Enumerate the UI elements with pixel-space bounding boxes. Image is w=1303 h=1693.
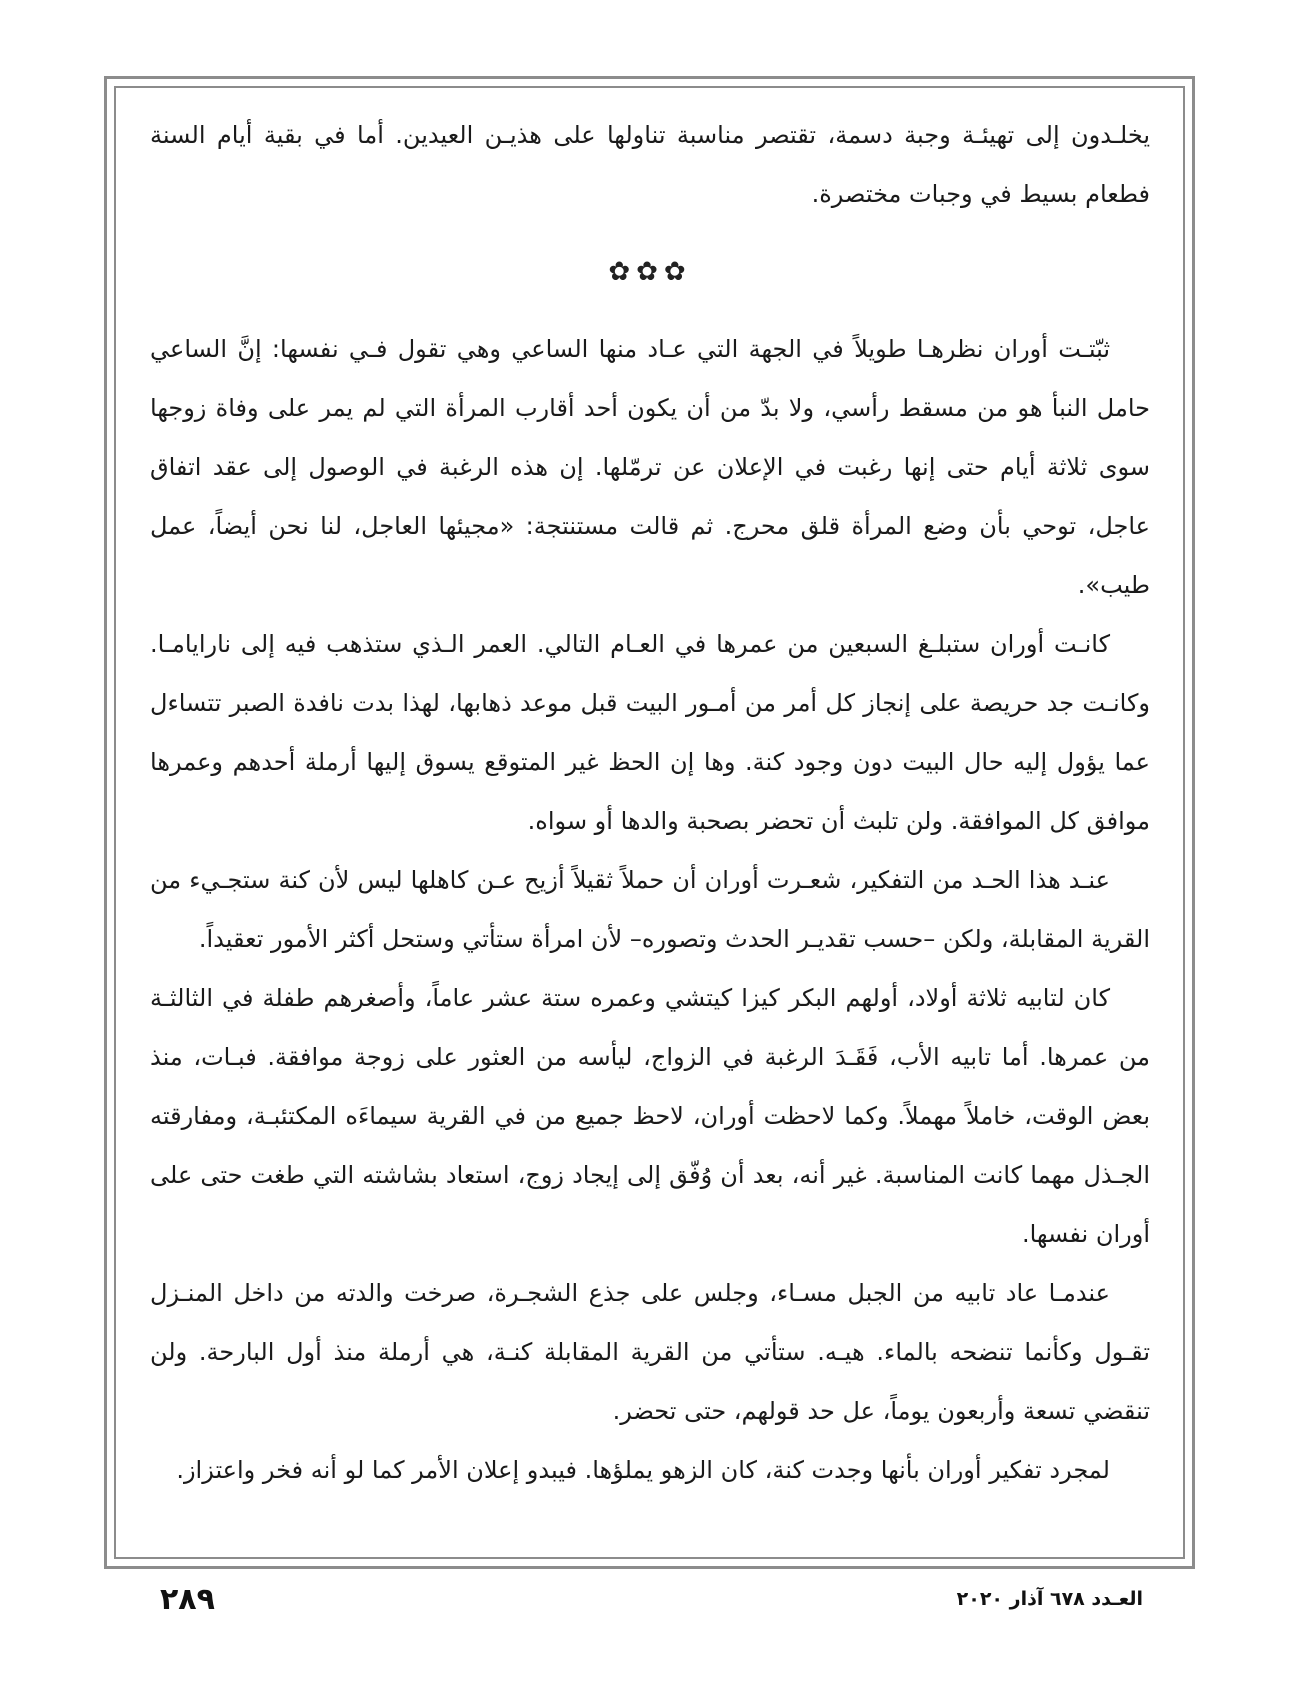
issue-info: العـدد ٦٧٨ آذار ٢٠٢٠ bbox=[956, 1588, 1143, 1610]
paragraph-7: لمجرد تفكير أوران بأنها وجدت كنة، كان الزهو يملؤها. فيبدو إعلان الأمر كما لو أنه فخر واعتزاز. bbox=[176, 1456, 1110, 1484]
article-body bbox=[150, 106, 1150, 1500]
section-divider-ornament: ✿✿✿ bbox=[608, 257, 692, 287]
paragraph-6: عندمـا عاد تابيه من الجبل مسـاء، وجلس على جذع الشجـرة، صرخت والدته من داخل المنـزل تقـول وكأنما تنضحه بالماء. هيـه. ستأتي من القرية المقابلة كنـة، هي أرملة منذ أول البارحة. ولن تنقضي تسعة وأربعون يوماً، عل حد قولهم، حتى تحضر. bbox=[150, 1279, 1150, 1425]
paragraph-2: ثبّتـت أوران نظرهـا طويلاً في الجهة التي عـاد منها الساعي وهي تقول فـي نفسها: إنَّ الساعي حامل النبأ هو من مسقط رأسي، ولا بدّ من أن يكون أحد أقارب المرأة التي لم يمر على وفاة زوجها سوى ثلاثة أيام حتى إنها رغبت في الإعلان عن ترمّلها. إن هذه الرغبة في الوصول إلى عقد اتفاق عاجل، توحي بأن وضع المرأة قلق محرج. ثم قالت مستنتجة: «مجيئها العاجل، لنا نحن أيضاً، عمل طيب». bbox=[150, 335, 1150, 599]
paragraph-1: يخلـدون إلى تهيئـة وجبة دسمة، تقتصر مناسبة تناولها على هذيـن العيدين. أما في بقية أيام السنة فطعام بسيط في وجبات مختصرة. bbox=[150, 121, 1150, 208]
paragraph-3: كانـت أوران ستبلـغ السبعين من عمرها في العـام التالي. العمر الـذي ستذهب فيه إلى نارايامـا. وكانـت جد حريصة على إنجاز كل أمر من أمـور البيت قبل موعد ذهابها، لهذا بدت نافدة الصبر تتساءل عما يؤول إليه حال البيت دون وجود كنة. وها إن الحظ غير المتوقع يسوق إليها أرملة أحدهم وعمرها موافق كل الموافقة. ولن تلبث أن تحضر بصحبة والدها أو سواه. bbox=[150, 630, 1150, 835]
paragraph-4: عنـد هذا الحـد من التفكير، شعـرت أوران أن حملاً ثقيلاً أزيح عـن كاهلها ليس لأن كنة ستجـيء من القرية المقابلة، ولكن –حسب تقديـر الحدث وتصوره– لأن امرأة ستأتي وستحل أكثر الأمور تعقيداً. bbox=[150, 866, 1150, 953]
page-number: ٢٨٩ bbox=[160, 1582, 215, 1617]
paragraph-5: كان لتابيه ثلاثة أولاد، أولهم البكر كيزا كيتشي وعمره ستة عشر عاماً، وأصغرهم طفلة في الثالثـة من عمرها. أما تابيه الأب، فَقَـدَ الرغبة في الزواج، ليأسه من العثور على زوجة موافقة. فبـات، منذ بعض الوقت، خاملاً مهملاً. وكما لاحظت أوران، لاحظ جميع من في القرية سيماءَه المكتئبـة، ومفارقته الجـذل مهما كانت المناسبة. غير أنه، بعد أن وُفّق إلى إيجاد زوج، استعاد بشاشته التي طغت حتى على أوران نفسها. bbox=[150, 984, 1150, 1248]
